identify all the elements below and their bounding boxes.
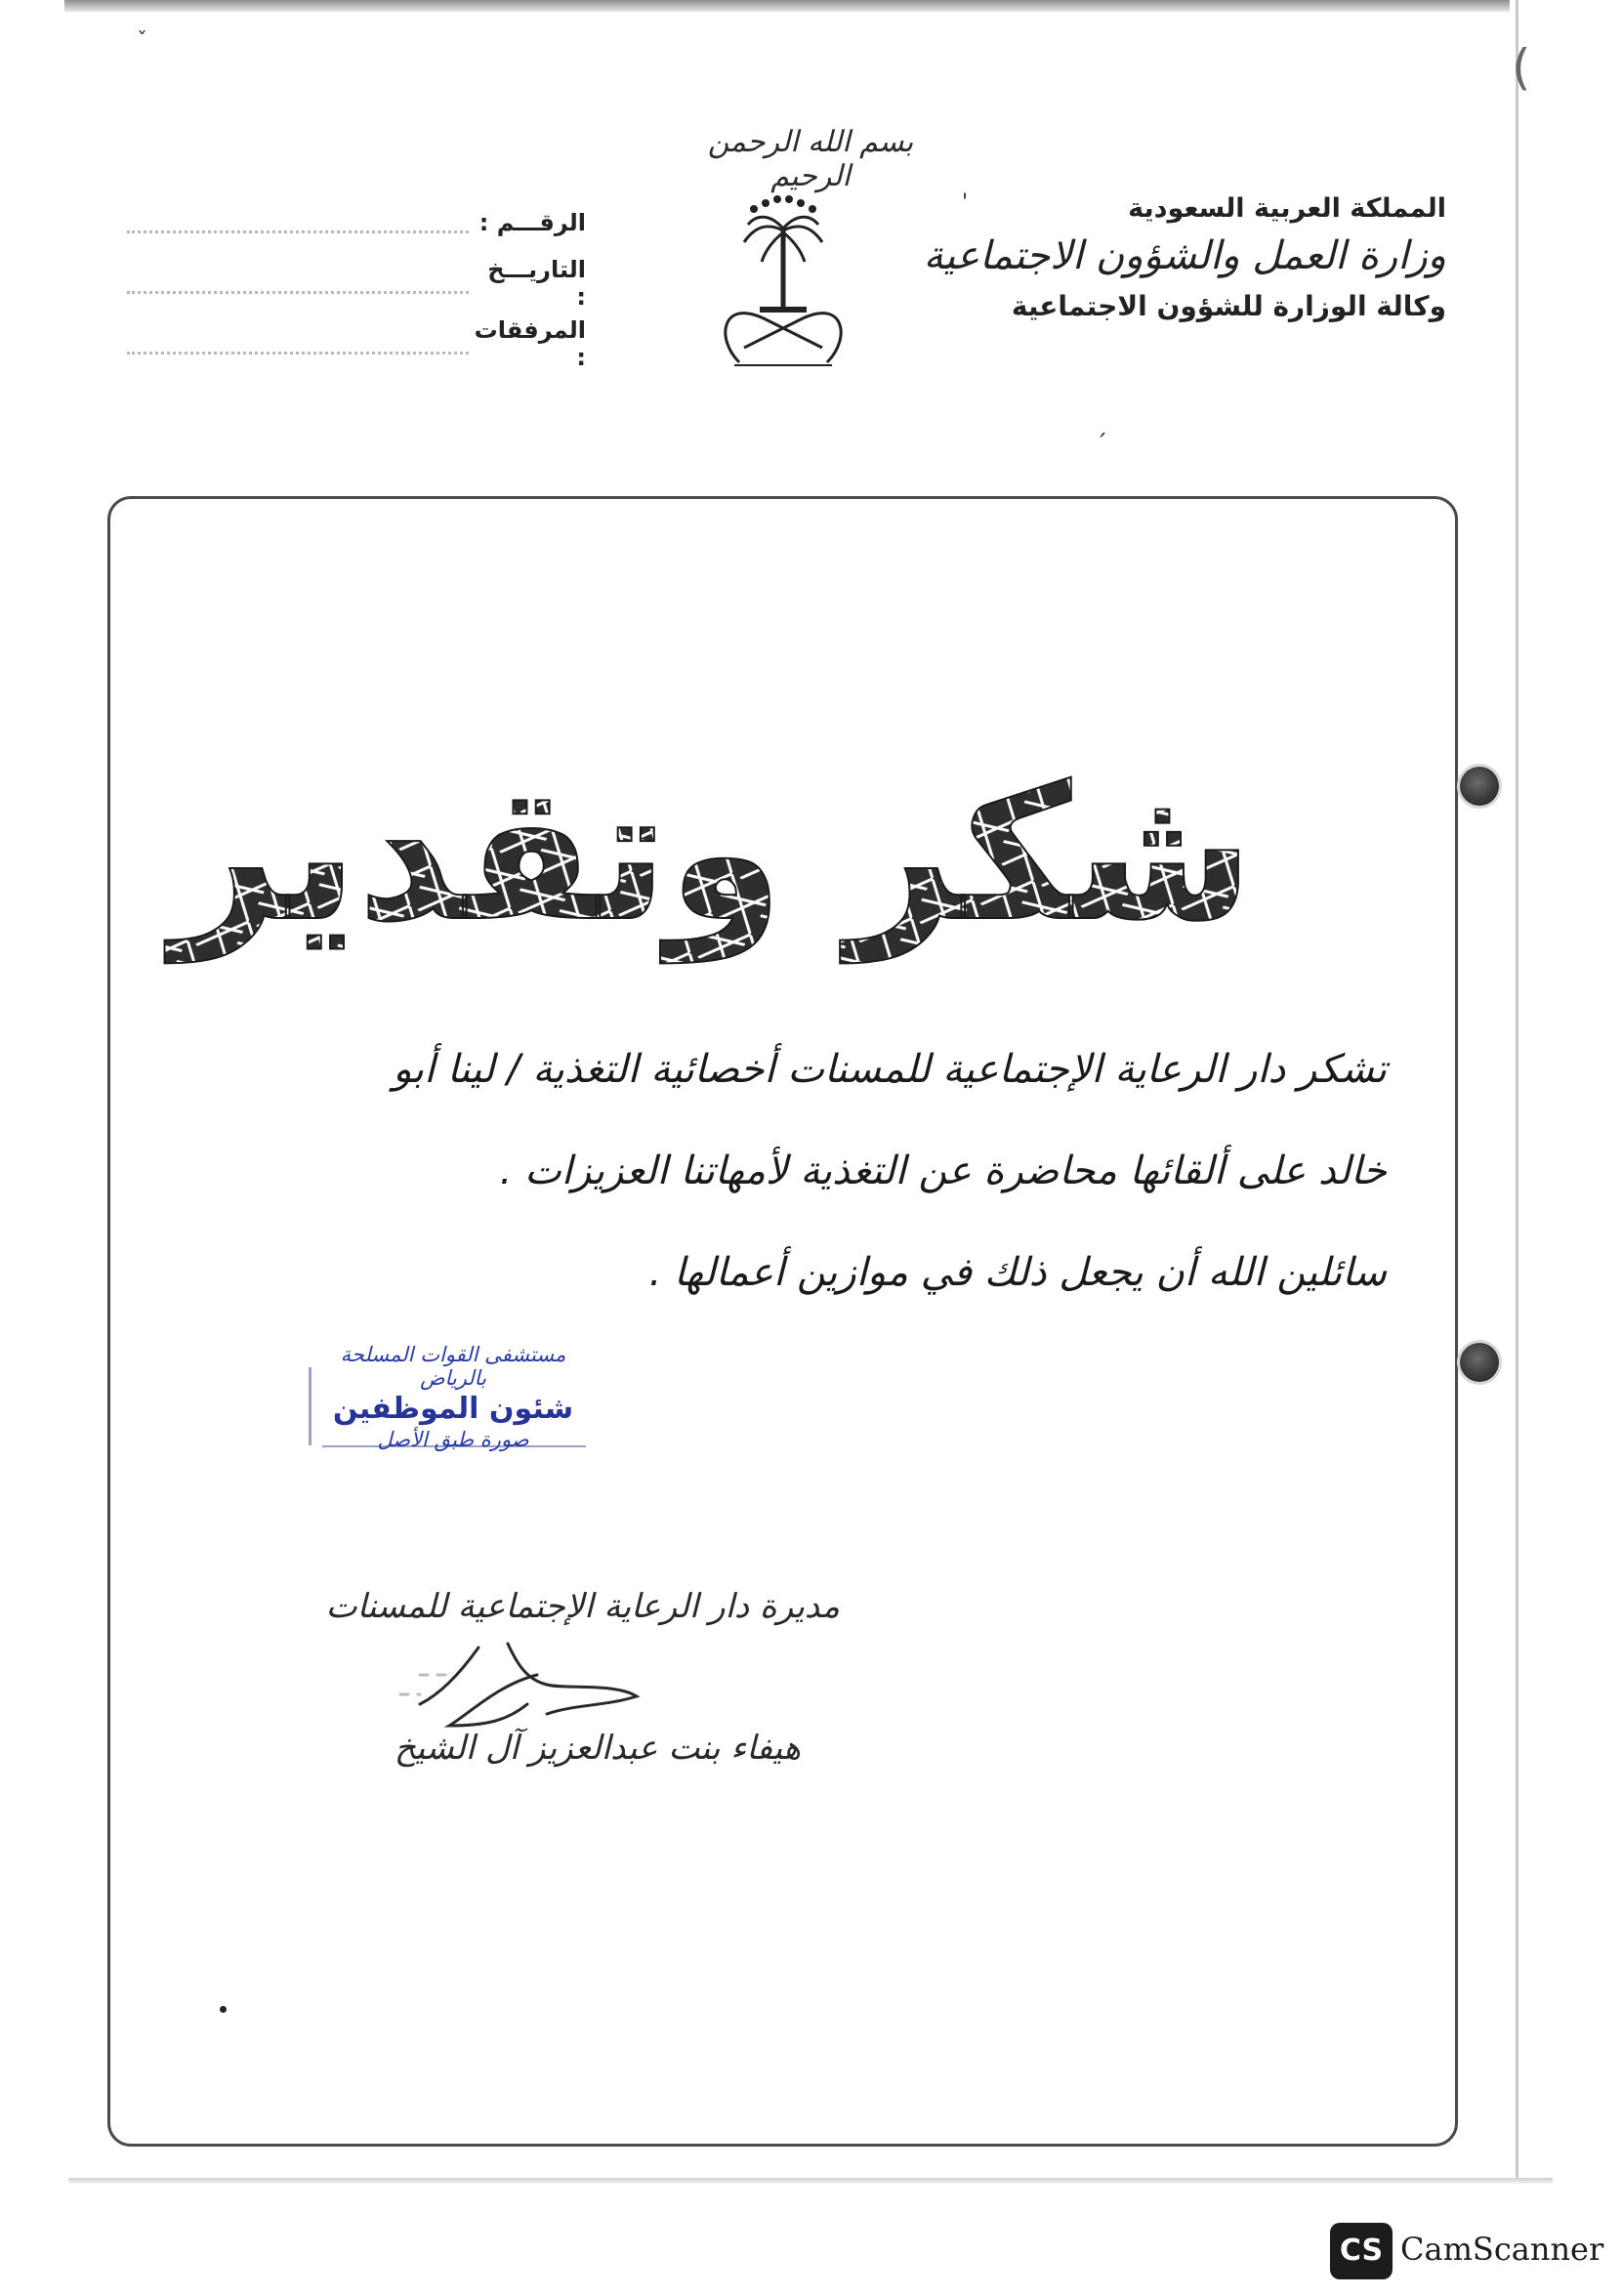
scan-edge-top <box>64 0 1510 12</box>
date-field <box>127 273 469 294</box>
reference-number-row <box>127 203 586 242</box>
stamp-line-2: شئون الموظفين <box>332 1392 574 1426</box>
certificate-title-text: شكر وتقدير <box>172 746 1254 962</box>
date-row <box>127 256 586 311</box>
signatory-title: مديرة دار الرعاية الإجتماعية للمسنات <box>325 1587 840 1626</box>
scan-edge-right <box>1516 0 1518 2178</box>
camscanner-logo-icon: CS <box>1330 2223 1393 2279</box>
number-label: الرقـــم : <box>478 209 586 236</box>
signature-icon <box>381 1636 674 1743</box>
letterhead-right <box>899 193 1446 322</box>
scan-edge-bottom <box>68 2178 1553 2184</box>
punch-hole <box>1460 1343 1499 1382</box>
stamp-line-1: مستشفى القوات المسلحة بالرياض <box>340 1343 566 1390</box>
attachments-label: المرفقات : <box>474 316 586 371</box>
scan-speck: ˇ <box>137 29 147 54</box>
scan-speck: ˏ <box>1096 410 1107 438</box>
attachments-field <box>127 334 469 355</box>
body-line: خالد على ألقائها محاضرة عن التغذية لأمهاتنا العزيزات . <box>499 1148 1387 1193</box>
kingdom-name: المملكة العربية السعودية <box>1128 193 1446 224</box>
body-line: تشكر دار الرعاية الإجتماعية للمسنات أخصائية التغذية / لينا أبو <box>393 1047 1387 1092</box>
punch-hole <box>1460 767 1499 806</box>
attachments-row <box>127 316 586 371</box>
certificate-title <box>172 742 1254 967</box>
agency-name: وكالة الوزارة للشؤون الاجتماعية <box>1011 290 1446 322</box>
number-field <box>127 213 469 233</box>
certificate-body <box>156 1030 1387 1335</box>
letterhead-left <box>127 203 586 385</box>
official-stamp <box>307 1343 600 1480</box>
scan-speck <box>220 2006 227 2013</box>
body-line: سائلين الله أن يجعل ذلك في موازين أعمالها . <box>648 1250 1387 1295</box>
signatory-name: هيفاء بنت عبدالعزيز آل الشيخ <box>394 1729 801 1768</box>
date-label: التاريـــخ : <box>487 256 586 311</box>
stamp-line-3: صورة طبق الأصل <box>377 1428 529 1451</box>
basmala: بسم الله الرحمن الرحيم <box>707 125 914 193</box>
saudi-emblem-icon <box>705 191 861 372</box>
ministry-name: وزارة العمل والشؤون الاجتماعية <box>923 233 1446 278</box>
scan-speck: ( <box>1512 39 1531 96</box>
camscanner-brand: CamScanner <box>1400 2231 1604 2268</box>
scan-speck: ' <box>962 190 969 215</box>
